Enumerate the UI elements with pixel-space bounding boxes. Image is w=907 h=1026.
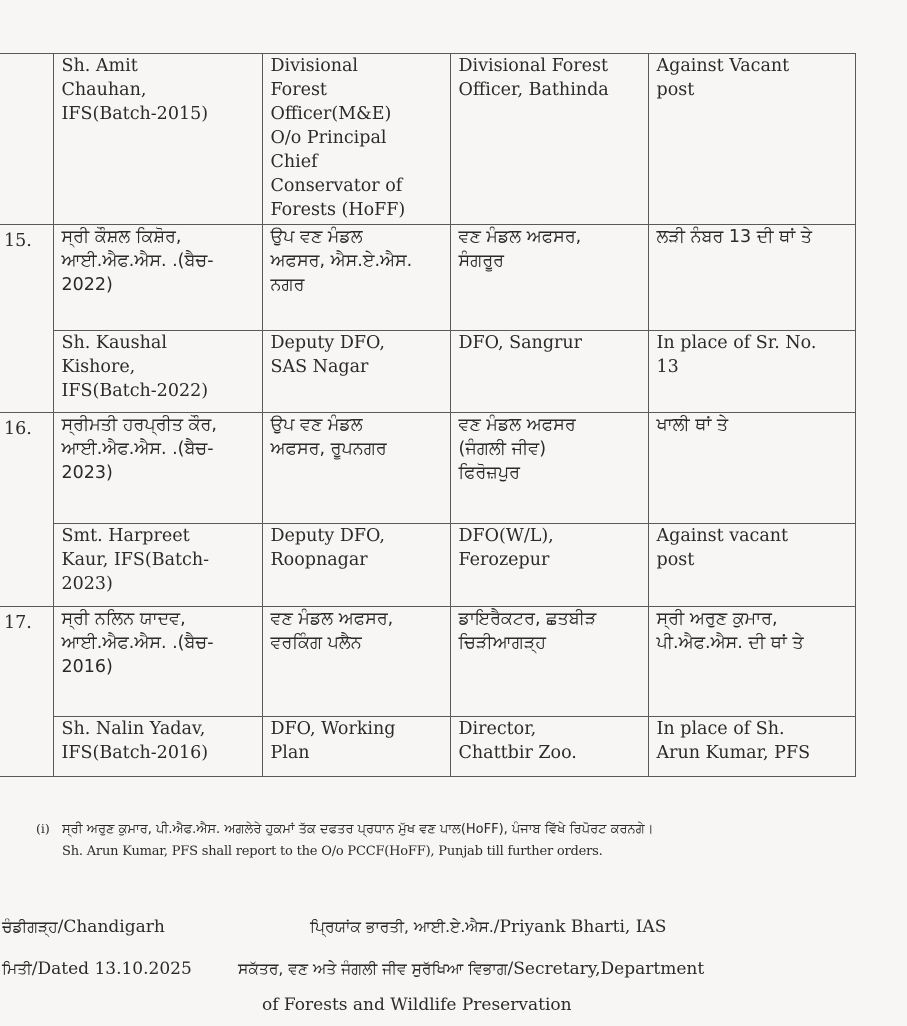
serial-number-cell: 16. bbox=[0, 413, 53, 607]
cell-text-line: IFS(Batch-2022) bbox=[61, 381, 209, 401]
note-punjabi-line bbox=[36, 818, 896, 841]
name-cell-english bbox=[53, 717, 262, 777]
table-row bbox=[0, 54, 855, 225]
name-cell-punjabi bbox=[53, 607, 262, 717]
cell-text-line: ਵਣ ਮੰਡਲ ਅਫਸਰ bbox=[458, 415, 576, 435]
cell-text-line: ਸ੍ਰੀ ਕੌਸ਼ਲ ਕਿਸ਼ੋਰ, bbox=[61, 227, 182, 247]
designation-english: /Secretary,Department bbox=[507, 959, 705, 979]
cell-text-line: DFO(W/L), bbox=[458, 526, 554, 546]
cell-text-line: ਵਣ ਮੰਡਲ ਅਫਸਰ, bbox=[458, 227, 582, 247]
signature-block bbox=[238, 906, 705, 1026]
cell-text-line: ਚਿੜੀਆਗੜ੍ਹ bbox=[458, 633, 547, 653]
date-punjabi: ਮਿਤੀ bbox=[2, 960, 32, 978]
cell-text-line: ਆਈ.ਐਫ.ਐਸ. .(ਬੈਚ- bbox=[61, 251, 214, 271]
cell-text-line: ਖਾਲੀ ਥਾਂ ਤੇ bbox=[656, 415, 729, 435]
cell-text-line: ਡਾਇਰੈਕਟਰ, ਛਤਬੀੜ bbox=[458, 609, 597, 629]
cell-text-line: ਵਣ ਮੰਡਲ ਅਫਸਰ, bbox=[270, 609, 394, 629]
date-english: /Dated 13.10.2025 bbox=[31, 959, 192, 979]
table-row bbox=[0, 331, 855, 413]
cell-text-line: Plan bbox=[270, 743, 310, 763]
note-marker: (i) bbox=[36, 821, 50, 836]
cell-text-line: Chauhan, bbox=[61, 80, 147, 100]
place-line bbox=[2, 906, 192, 948]
remarks-cell-english bbox=[648, 717, 855, 777]
from-cell-english bbox=[262, 717, 450, 777]
transfer-orders-table bbox=[0, 53, 856, 777]
cell-text-line: Chief bbox=[270, 152, 318, 172]
cell-text-line: ਆਈ.ਐਫ.ਐਸ. .(ਬੈਚ- bbox=[61, 633, 214, 653]
name-cell-punjabi bbox=[53, 413, 262, 524]
table-row bbox=[0, 225, 855, 331]
cell-text-line: (ਜੰਗਲੀ ਜੀਵ) bbox=[458, 439, 547, 459]
cell-text-line: 13 bbox=[656, 357, 679, 377]
cell-text-line: In place of Sh. bbox=[656, 719, 785, 739]
cell-text-line: IFS(Batch-2016) bbox=[61, 743, 209, 763]
note-section bbox=[36, 818, 896, 863]
cell-text-line: ਸ੍ਰੀਮਤੀ ਹਰਪ੍ਰੀਤ ਕੌਰ, bbox=[61, 415, 217, 435]
cell-text-line: post bbox=[656, 80, 695, 100]
to-cell-punjabi bbox=[450, 225, 648, 331]
cell-text-line: ਸੰਗਰੂਰ bbox=[458, 251, 505, 271]
cell-text-line: O/o Principal bbox=[270, 128, 387, 148]
cell-text-line: Arun Kumar, PFS bbox=[656, 743, 811, 763]
remarks-cell-punjabi bbox=[648, 225, 855, 331]
cell-text-line: IFS(Batch-2015) bbox=[61, 104, 209, 124]
place-punjabi: ਚੰਡੀਗੜ੍ਹ bbox=[2, 918, 58, 936]
remarks-cell-english bbox=[648, 54, 855, 225]
name-cell-english bbox=[53, 524, 262, 607]
cell-text-line: ਉਪ ਵਣ ਮੰਡਲ bbox=[270, 227, 363, 247]
cell-text-line: ਪੀ.ਐਫ.ਐਸ. ਦੀ ਥਾਂ ਤੇ bbox=[656, 633, 804, 653]
cell-text-line: 2023) bbox=[61, 574, 113, 594]
from-cell-punjabi bbox=[262, 413, 450, 524]
designation-continuation: of Forests and Wildlife Preservation bbox=[262, 995, 572, 1015]
note-english-text: Sh. Arun Kumar, PFS shall report to the O/o PCCF(HoFF), Punjab till further orders. bbox=[62, 844, 603, 859]
cell-text-line: Officer(M&E) bbox=[270, 104, 392, 124]
from-cell-punjabi bbox=[262, 607, 450, 717]
to-cell-punjabi bbox=[450, 607, 648, 717]
name-cell-english bbox=[53, 331, 262, 413]
serial-number-cell: 17. bbox=[0, 607, 53, 777]
cell-text-line: ਅਫਸਰ, ਰੂਪਨਗਰ bbox=[270, 439, 387, 459]
cell-text-line: Director, bbox=[458, 719, 537, 739]
designation-punjabi: ਸਕੱਤਰ, ਵਣ ਅਤੇ ਜੰਗਲੀ ਜੀਵ ਸੁਰੱਖਿਆ ਵਿਭਾਗ bbox=[238, 960, 508, 978]
cell-text-line: ਅਫਸਰ, ਐਸ.ਏ.ਐਸ. bbox=[270, 251, 413, 271]
cell-text-line: Sh. Nalin Yadav, bbox=[61, 719, 206, 739]
table-row bbox=[0, 717, 855, 777]
cell-text-line: ਉਪ ਵਣ ਮੰਡਲ bbox=[270, 415, 363, 435]
cell-text-line: ਸ੍ਰੀ ਨਲਿਨ ਯਾਦਵ, bbox=[61, 609, 186, 629]
cell-text-line: Kishore, bbox=[61, 357, 136, 377]
date-line bbox=[2, 948, 192, 990]
footer-place-date bbox=[2, 906, 192, 990]
cell-text-line: Deputy DFO, bbox=[270, 526, 385, 546]
cell-text-line: Divisional bbox=[270, 56, 359, 76]
cell-text-line: 2022) bbox=[61, 275, 113, 295]
from-cell-english bbox=[262, 54, 450, 225]
name-cell-english bbox=[53, 54, 262, 225]
cell-text-line: Officer, Bathinda bbox=[458, 80, 609, 100]
remarks-cell-punjabi bbox=[648, 413, 855, 524]
cell-text-line: DFO, Working bbox=[270, 719, 396, 739]
cell-text-line: Divisional Forest bbox=[458, 56, 609, 76]
serial-number-cell bbox=[0, 54, 53, 225]
cell-text-line: Deputy DFO, bbox=[270, 333, 385, 353]
cell-text-line: Conservator of bbox=[270, 176, 403, 196]
cell-text-line: Ferozepur bbox=[458, 550, 550, 570]
cell-text-line: ਵਰਕਿੰਗ ਪਲੈਨ bbox=[270, 633, 362, 653]
note-punjabi-text: ਸ੍ਰੀ ਅਰੁਣ ਕੁਮਾਰ, ਪੀ.ਐਫ.ਐਸ. ਅਗਲੇਰੇ ਹੁਕਮਾਂ ਤੱਕ ਦਫਤਰ ਪ੍ਰਧਾਨ ਮੁੱਖ ਵਣ ਪਾਲ(HoFF), ਪੰਜਾਬ ਵਿੱਖੇ ਰਿਪੋਰਟ ਕਰਨਗੇ। bbox=[62, 822, 654, 837]
table-row bbox=[0, 607, 855, 717]
remarks-cell-english bbox=[648, 331, 855, 413]
cell-text-line: ਨਗਰ bbox=[270, 275, 305, 295]
from-cell-punjabi bbox=[262, 225, 450, 331]
remarks-cell-punjabi bbox=[648, 607, 855, 717]
cell-text-line: In place of Sr. No. bbox=[656, 333, 817, 353]
signatory-punjabi: ਪ੍ਰਿਯਾਂਕ ਭਾਰਤੀ, ਆਈ.ਏ.ਐਸ. bbox=[310, 918, 494, 936]
cell-text-line: ਸ੍ਰੀ ਅਰੁਣ ਕੁਮਾਰ, bbox=[656, 609, 778, 629]
to-cell-punjabi bbox=[450, 413, 648, 524]
cell-text-line: Against vacant bbox=[656, 526, 789, 546]
remarks-cell-english bbox=[648, 524, 855, 607]
cell-text-line: Chattbir Zoo. bbox=[458, 743, 577, 763]
to-cell-english bbox=[450, 524, 648, 607]
to-cell-english bbox=[450, 54, 648, 225]
cell-text-line: ਫਿਰੋਜ਼ਪੁਰ bbox=[458, 463, 520, 483]
cell-text-line: Against Vacant bbox=[656, 56, 790, 76]
to-cell-english bbox=[450, 717, 648, 777]
cell-text-line: SAS Nagar bbox=[270, 357, 369, 377]
cell-text-line: post bbox=[656, 550, 695, 570]
cell-text-line: 2023) bbox=[61, 463, 113, 483]
cell-text-line: Forests (HoFF) bbox=[270, 200, 406, 220]
serial-number-cell: 15. bbox=[0, 225, 53, 413]
cell-text-line: 2016) bbox=[61, 657, 113, 677]
from-cell-english bbox=[262, 524, 450, 607]
cell-text-line: Roopnagar bbox=[270, 550, 368, 570]
signatory-name bbox=[262, 906, 704, 948]
cell-text-line: Sh. Amit bbox=[61, 56, 138, 76]
to-cell-english bbox=[450, 331, 648, 413]
name-cell-punjabi bbox=[53, 225, 262, 331]
table-row bbox=[0, 524, 855, 607]
cell-text-line: Forest bbox=[270, 80, 327, 100]
cell-text-line: Sh. Kaushal bbox=[61, 333, 167, 353]
signatory-english: /Priyank Bharti, IAS bbox=[493, 917, 667, 937]
table-row bbox=[0, 413, 855, 524]
cell-text-line: DFO, Sangrur bbox=[458, 333, 583, 353]
from-cell-english bbox=[262, 331, 450, 413]
cell-text-line: Kaur, IFS(Batch- bbox=[61, 550, 210, 570]
cell-text-line: ਲੜੀ ਨੰਬਰ 13 ਦੀ ਥਾਂ ਤੇ bbox=[656, 227, 812, 247]
place-english: /Chandigarh bbox=[57, 917, 165, 937]
cell-text-line: Smt. Harpreet bbox=[61, 526, 190, 546]
cell-text-line: ਆਈ.ਐਫ.ਐਸ. .(ਬੈਚ- bbox=[61, 439, 214, 459]
